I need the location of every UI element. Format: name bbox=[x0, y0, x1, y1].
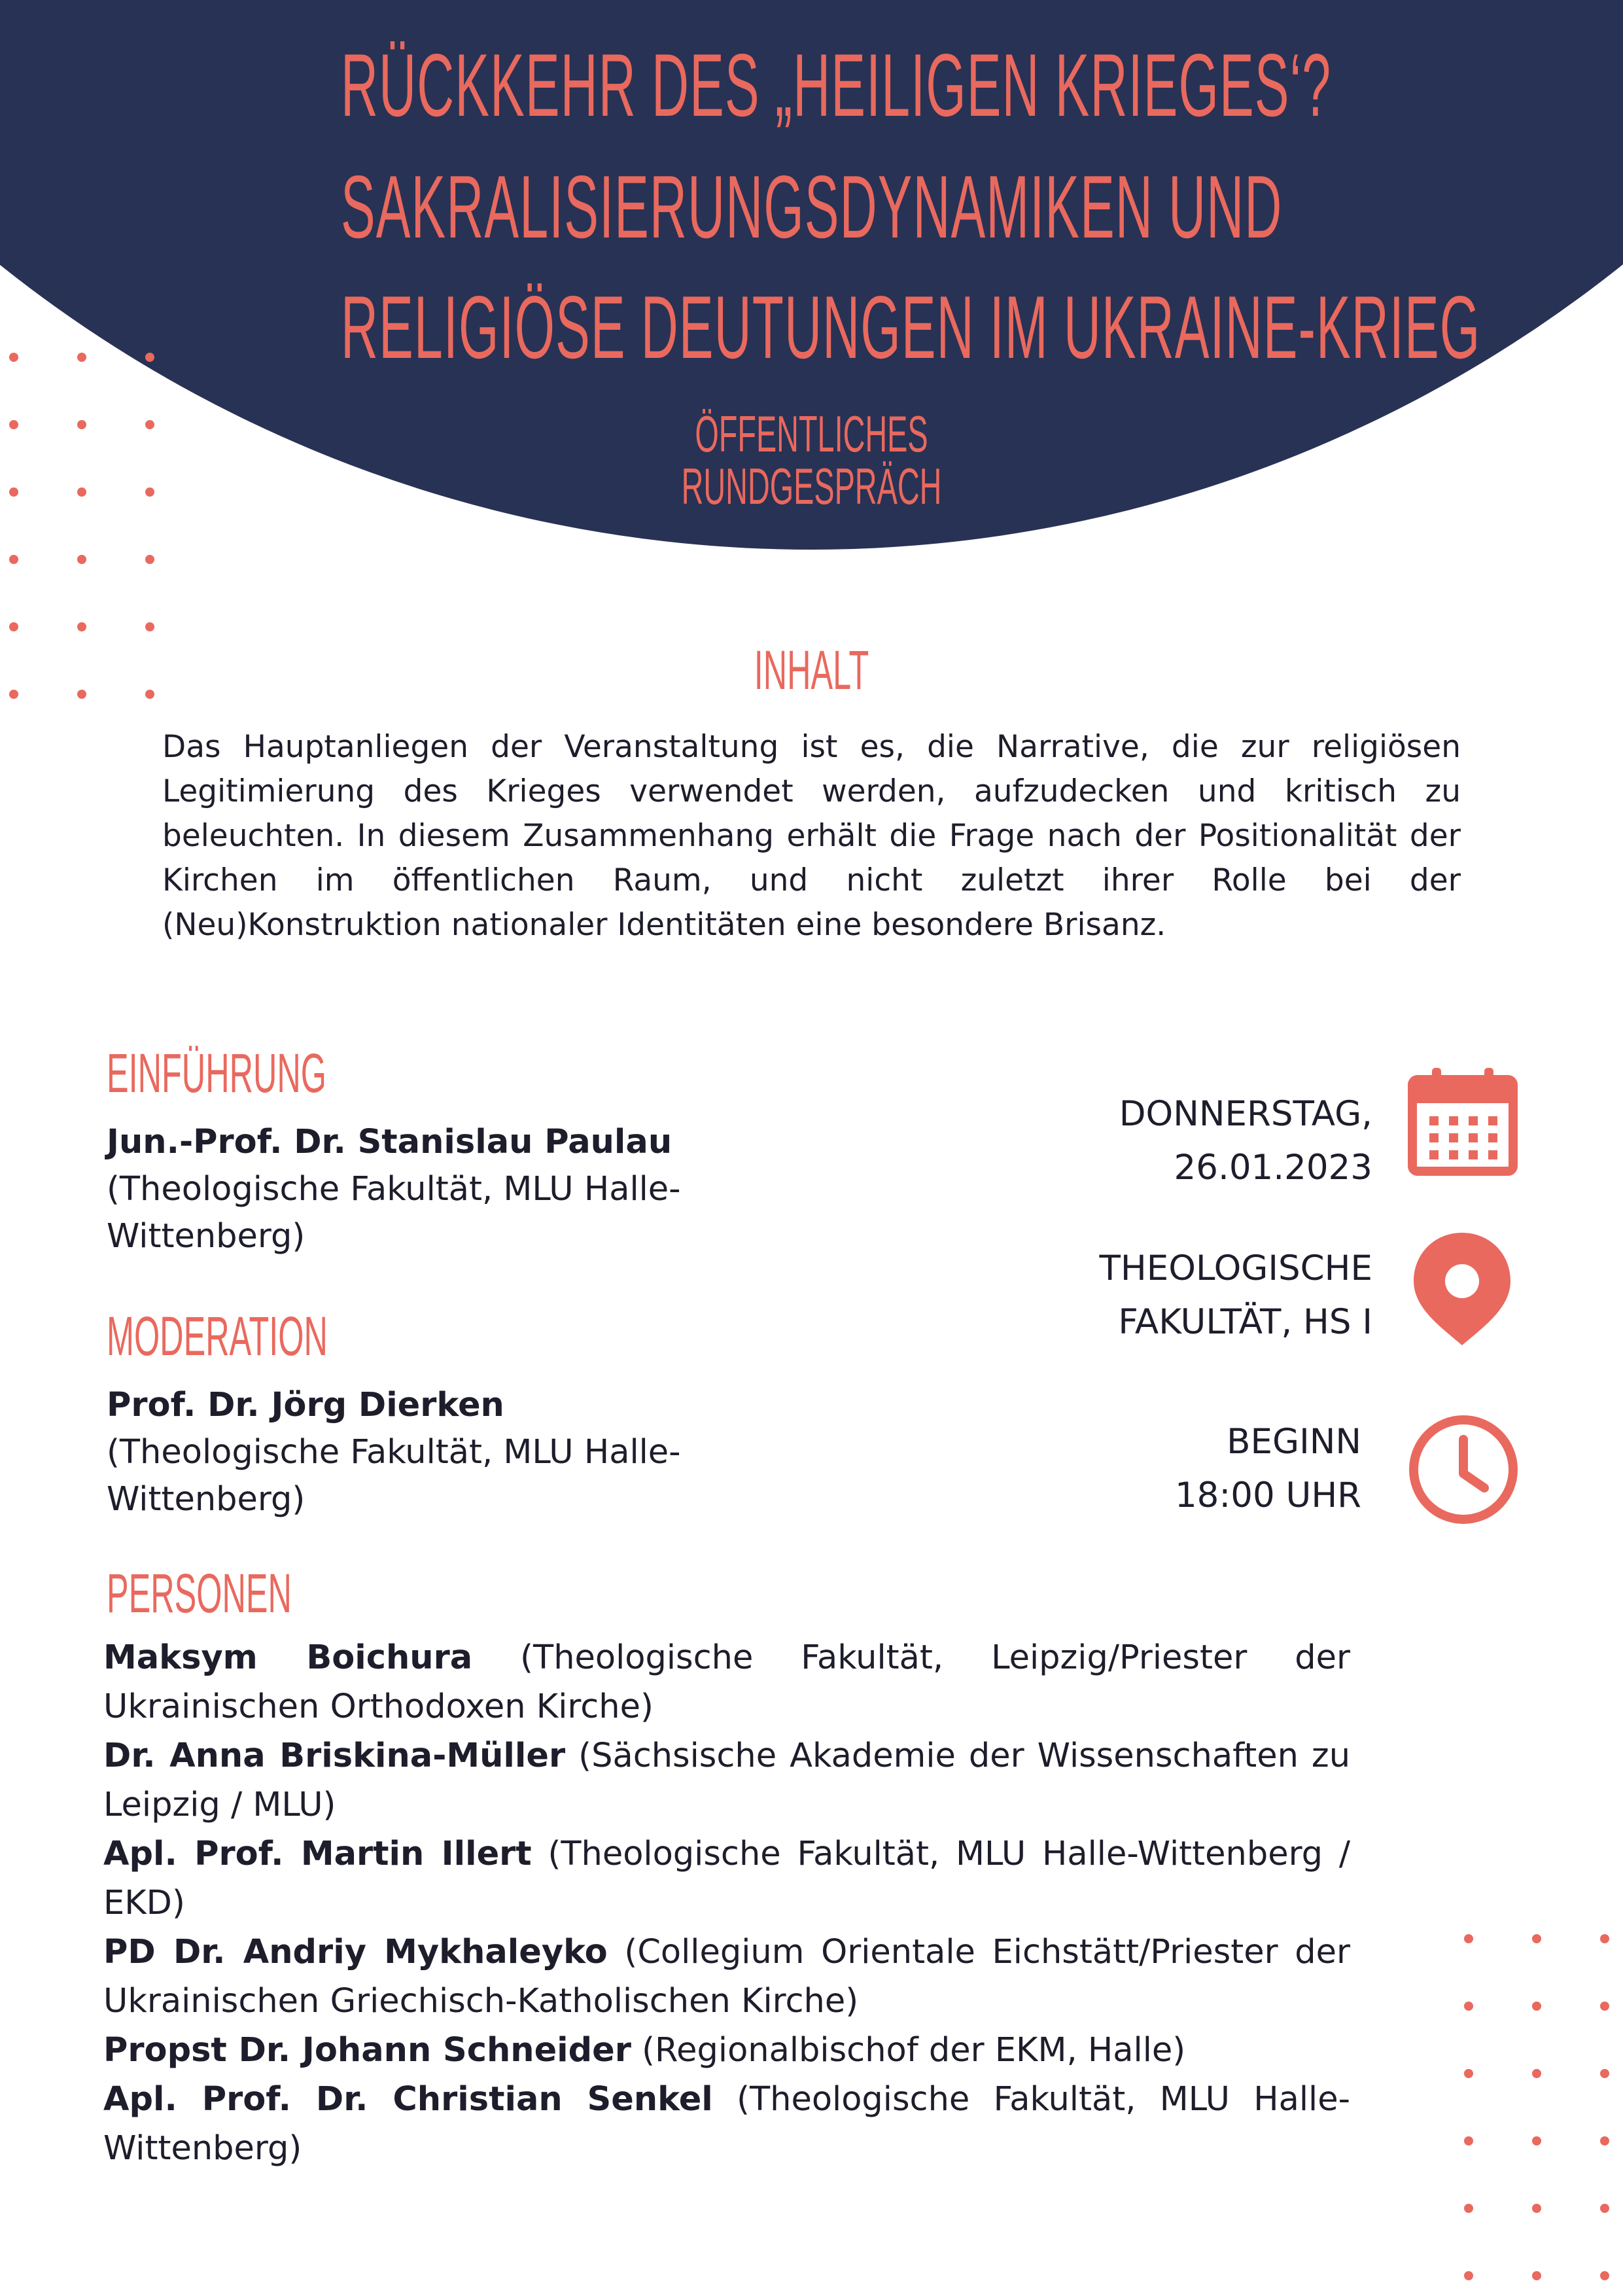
person-affiliation: (Regionalbischof der EKM, Halle) bbox=[642, 2031, 1186, 2070]
person-item bbox=[103, 1633, 1350, 1731]
subtitle-line-1: ÖFFENTLICHES bbox=[695, 405, 928, 463]
event-date bbox=[1119, 1087, 1372, 1195]
content-text: Das Hauptanliegen der Veranstaltung ist es, die Narrative, die zur religiösen Legitimierung des Krieges verwendet werden, aufzudecken und kritisch zu beleuchten. In diesem Zusammenhang erhält die Frage nach der Positionalität der Kirchen im öffentlichen Raum, und nicht zuletzt ihrer Rolle bei der (Neu)Konstruktion nationaler Identitäten eine besondere Brisanz. bbox=[162, 729, 1461, 943]
event-location bbox=[1100, 1242, 1372, 1349]
introduction-speaker-name: Jun.-Prof. Dr. Stanislau Paulau bbox=[107, 1123, 672, 1161]
moderation-speaker-name: Prof. Dr. Jörg Dierken bbox=[107, 1386, 504, 1424]
title-line-1: RÜCKKEHR DES „HEILIGEN KRIEGES‘? bbox=[341, 35, 1332, 135]
person-affiliation: (Theologische Fakultät, MLU Halle-Wittenberg / EKD) bbox=[103, 1835, 1351, 1922]
introduction-speaker-affiliation: (Theologische Fakultät, MLU Halle-Wittenberg) bbox=[107, 1170, 681, 1256]
person-affiliation: (Theologische Fakultät, Leipzig/Priester der Ukrainischen Orthodoxen Kirche) bbox=[103, 1638, 1350, 1726]
person-name: Maksym Boichura bbox=[103, 1638, 473, 1677]
introduction-heading: EINFÜHRUNG bbox=[107, 1042, 326, 1104]
calendar-icon bbox=[1407, 1065, 1518, 1176]
person-item bbox=[103, 2026, 1350, 2075]
title-line-3: RELIGIÖSE DEUTUNGEN IM UKRAINE-KRIEG bbox=[341, 277, 1481, 377]
persons-heading: PERSONEN bbox=[107, 1563, 292, 1624]
content-heading: INHALT bbox=[754, 639, 869, 701]
person-name: PD Dr. Andriy Mykhaleyko bbox=[103, 1933, 608, 1971]
event-location-line-1: THEOLOGISCHE bbox=[1099, 1248, 1372, 1288]
decorative-dot-grid-left bbox=[9, 353, 154, 699]
subtitle-line-2: RUNDGESPRÄCH bbox=[681, 457, 942, 515]
clock-icon bbox=[1407, 1413, 1520, 1526]
event-date-weekday: DONNERSTAG, bbox=[1119, 1094, 1372, 1134]
person-name: Dr. Anna Briskina-Müller bbox=[103, 1737, 566, 1775]
person-item bbox=[103, 1731, 1350, 1829]
event-time bbox=[1175, 1415, 1361, 1523]
person-affiliation: (Theologische Fakultät, MLU Halle-Wittenberg) bbox=[103, 2080, 1350, 2168]
persons-list bbox=[103, 1633, 1350, 2173]
person-item bbox=[103, 1829, 1350, 1928]
title-line-2: SAKRALISIERUNGSDYNAMIKEN UND bbox=[341, 157, 1283, 256]
event-time-value: 18:00 UHR bbox=[1174, 1475, 1361, 1515]
location-pin-icon bbox=[1410, 1230, 1514, 1348]
event-date-value: 26.01.2023 bbox=[1174, 1148, 1372, 1188]
decorative-dot-grid-right bbox=[1464, 1934, 1609, 2280]
person-name: Propst Dr. Johann Schneider bbox=[103, 2031, 631, 2070]
person-name: Apl. Prof. Martin Illert bbox=[103, 1835, 532, 1873]
event-time-label: BEGINN bbox=[1227, 1422, 1361, 1462]
event-location-line-2: FAKULTÄT, HS I bbox=[1118, 1302, 1372, 1342]
moderation-speaker-affiliation: (Theologische Fakultät, MLU Halle-Wittenberg) bbox=[107, 1433, 681, 1519]
person-affiliation: (Sächsische Akademie der Wissenschaften zu Leipzig / MLU) bbox=[103, 1737, 1351, 1824]
person-item bbox=[103, 2075, 1350, 2173]
person-name: Apl. Prof. Dr. Christian Senkel bbox=[103, 2080, 713, 2119]
person-item bbox=[103, 1928, 1350, 2026]
moderation-heading: MODERATION bbox=[107, 1305, 328, 1367]
person-affiliation: (Collegium Orientale Eichstätt/Priester der Ukrainischen Griechisch-Katholischen Kirche) bbox=[103, 1933, 1351, 2021]
